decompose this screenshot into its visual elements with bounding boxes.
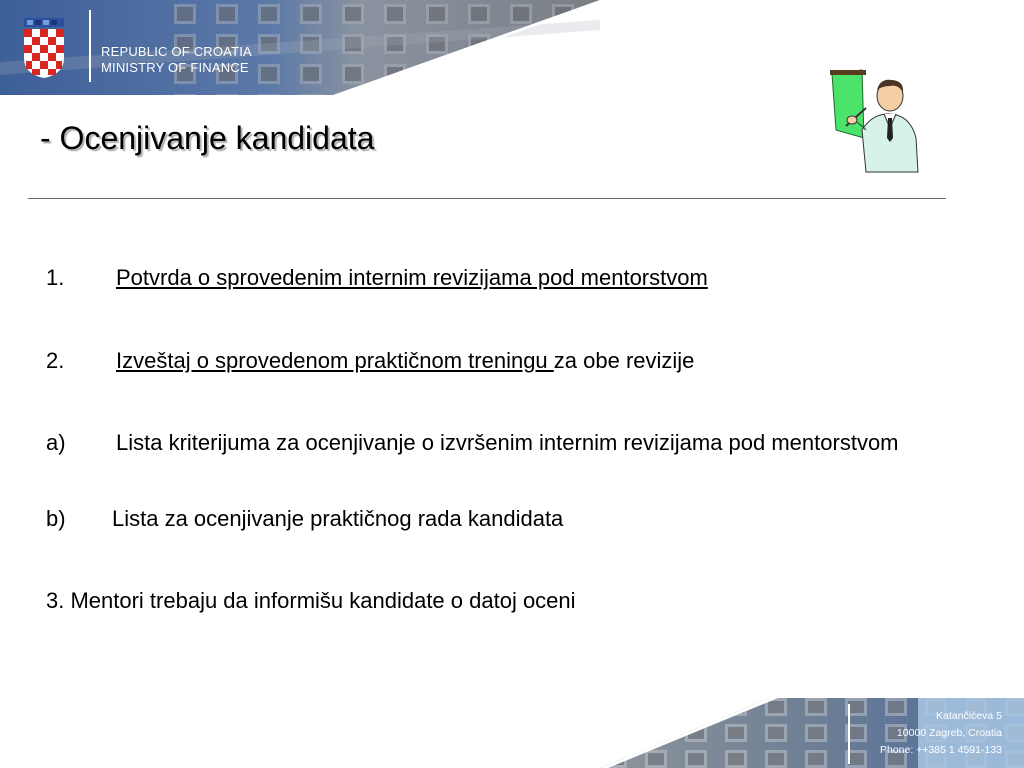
plain-text: za obe revizije bbox=[553, 348, 695, 373]
title-rule bbox=[28, 198, 946, 199]
list-marker: b) bbox=[46, 506, 66, 531]
ministry-name bbox=[101, 44, 252, 76]
coat-of-arms-icon bbox=[22, 18, 66, 78]
footer-address bbox=[862, 708, 1002, 759]
underlined-text: Izveštaj o sprovedenom praktičnom treningu bbox=[116, 348, 554, 373]
list-item-text bbox=[116, 347, 694, 374]
address-line-2: 10000 Zagreb, Croatia bbox=[896, 727, 1002, 739]
address-line-1: Katančićeva 5 bbox=[936, 710, 1002, 722]
list-marker: a) bbox=[46, 430, 66, 455]
header-divider bbox=[89, 10, 91, 82]
list-item-text: Potvrda o sprovedenim internim revizijama pod mentorstvom bbox=[116, 265, 708, 290]
list-item-text: 3. Mentori trebaju da informišu kandidate o datoj oceni bbox=[46, 588, 576, 613]
address-line-3: Phone: ++385 1 4591-133 bbox=[879, 744, 1002, 756]
list-item-text: Lista kriterijuma za ocenjivanje o izvršenim internim revizijama pod mentorstvom bbox=[116, 430, 899, 455]
ministry-line-2: MINISTRY OF FINANCE bbox=[101, 60, 249, 75]
list-marker: 2. bbox=[46, 348, 65, 373]
list-item-text: Lista za ocenjivanje praktičnog rada kandidata bbox=[112, 506, 564, 531]
slide-title: - Ocenjivanje kandidata bbox=[40, 120, 375, 156]
ministry-line-1: REPUBLIC OF CROATIA bbox=[101, 44, 252, 59]
list-item bbox=[46, 587, 576, 614]
presenter-clipart-icon bbox=[826, 68, 922, 174]
list-marker: 1. bbox=[46, 265, 65, 290]
footer-divider bbox=[848, 704, 850, 764]
